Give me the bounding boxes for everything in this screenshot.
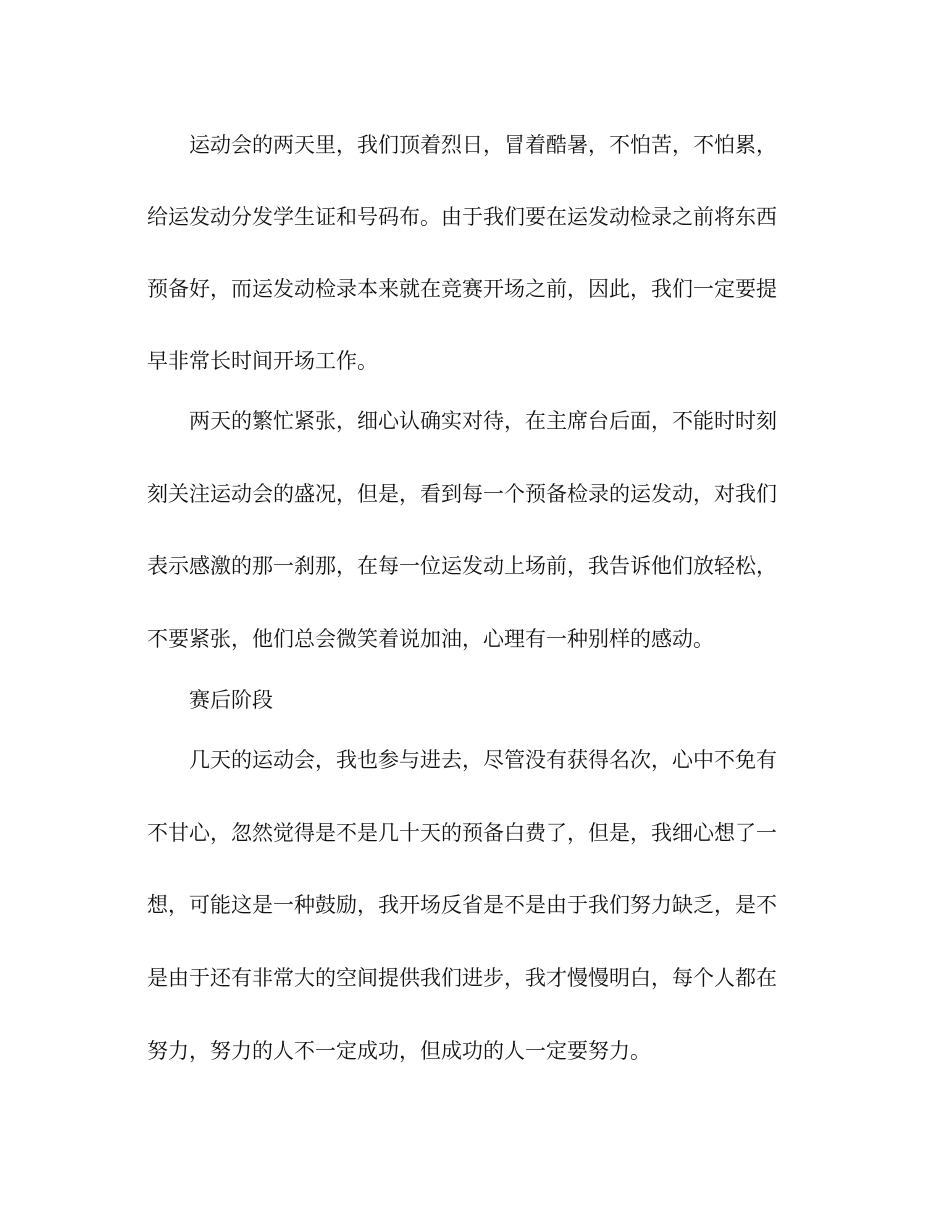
- paragraph-4-line-4: 是由于还有非常大的空间提供我们进步，我才慢慢明白，每个人都在: [147, 966, 777, 990]
- paragraph-4-line-5: 努力，努力的人不一定成功，但成功的人一定要努力。: [147, 1039, 651, 1063]
- paragraph-4-line-3: 想，可能这是一种鼓励，我开场反省是不是由于我们努力缺乏，是不: [147, 893, 777, 917]
- paragraph-2-line-2: 刻关注运动会的盛况，但是，看到每一个预备检录的运发动，对我们: [147, 482, 777, 506]
- paragraph-1-line-3: 预备好，而运发动检录本来就在竞赛开场之前，因此，我们一定要提: [147, 277, 777, 301]
- paragraph-2-line-3: 表示感激的那一刹那，在每一位运发动上场前，我告诉他们放轻松，: [147, 554, 777, 578]
- paragraph-1-line-2: 给运发动分发学生证和号码布。由于我们要在运发动检录之前将东西: [147, 205, 777, 229]
- paragraph-2-line-4: 不要紧张，他们总会微笑着说加油，心理有一种别样的感动。: [147, 627, 714, 651]
- paragraph-1-line-1: 运动会的两天里，我们顶着烈日，冒着酷暑，不怕苦，不怕累，: [189, 133, 777, 157]
- paragraph-2-line-1: 两天的繁忙紧张，细心认确实对待，在主席台后面，不能时时刻: [189, 409, 777, 433]
- paragraph-1-line-4: 早非常长时间开场工作。: [147, 349, 378, 373]
- paragraph-4-line-1: 几天的运动会，我也参与进去，尽管没有获得名次，心中不免有: [189, 748, 777, 772]
- paragraph-4-line-2: 不甘心，忽然觉得是不是几十天的预备白费了，但是，我细心想了一: [147, 821, 777, 845]
- section-heading: 赛后阶段: [189, 688, 273, 712]
